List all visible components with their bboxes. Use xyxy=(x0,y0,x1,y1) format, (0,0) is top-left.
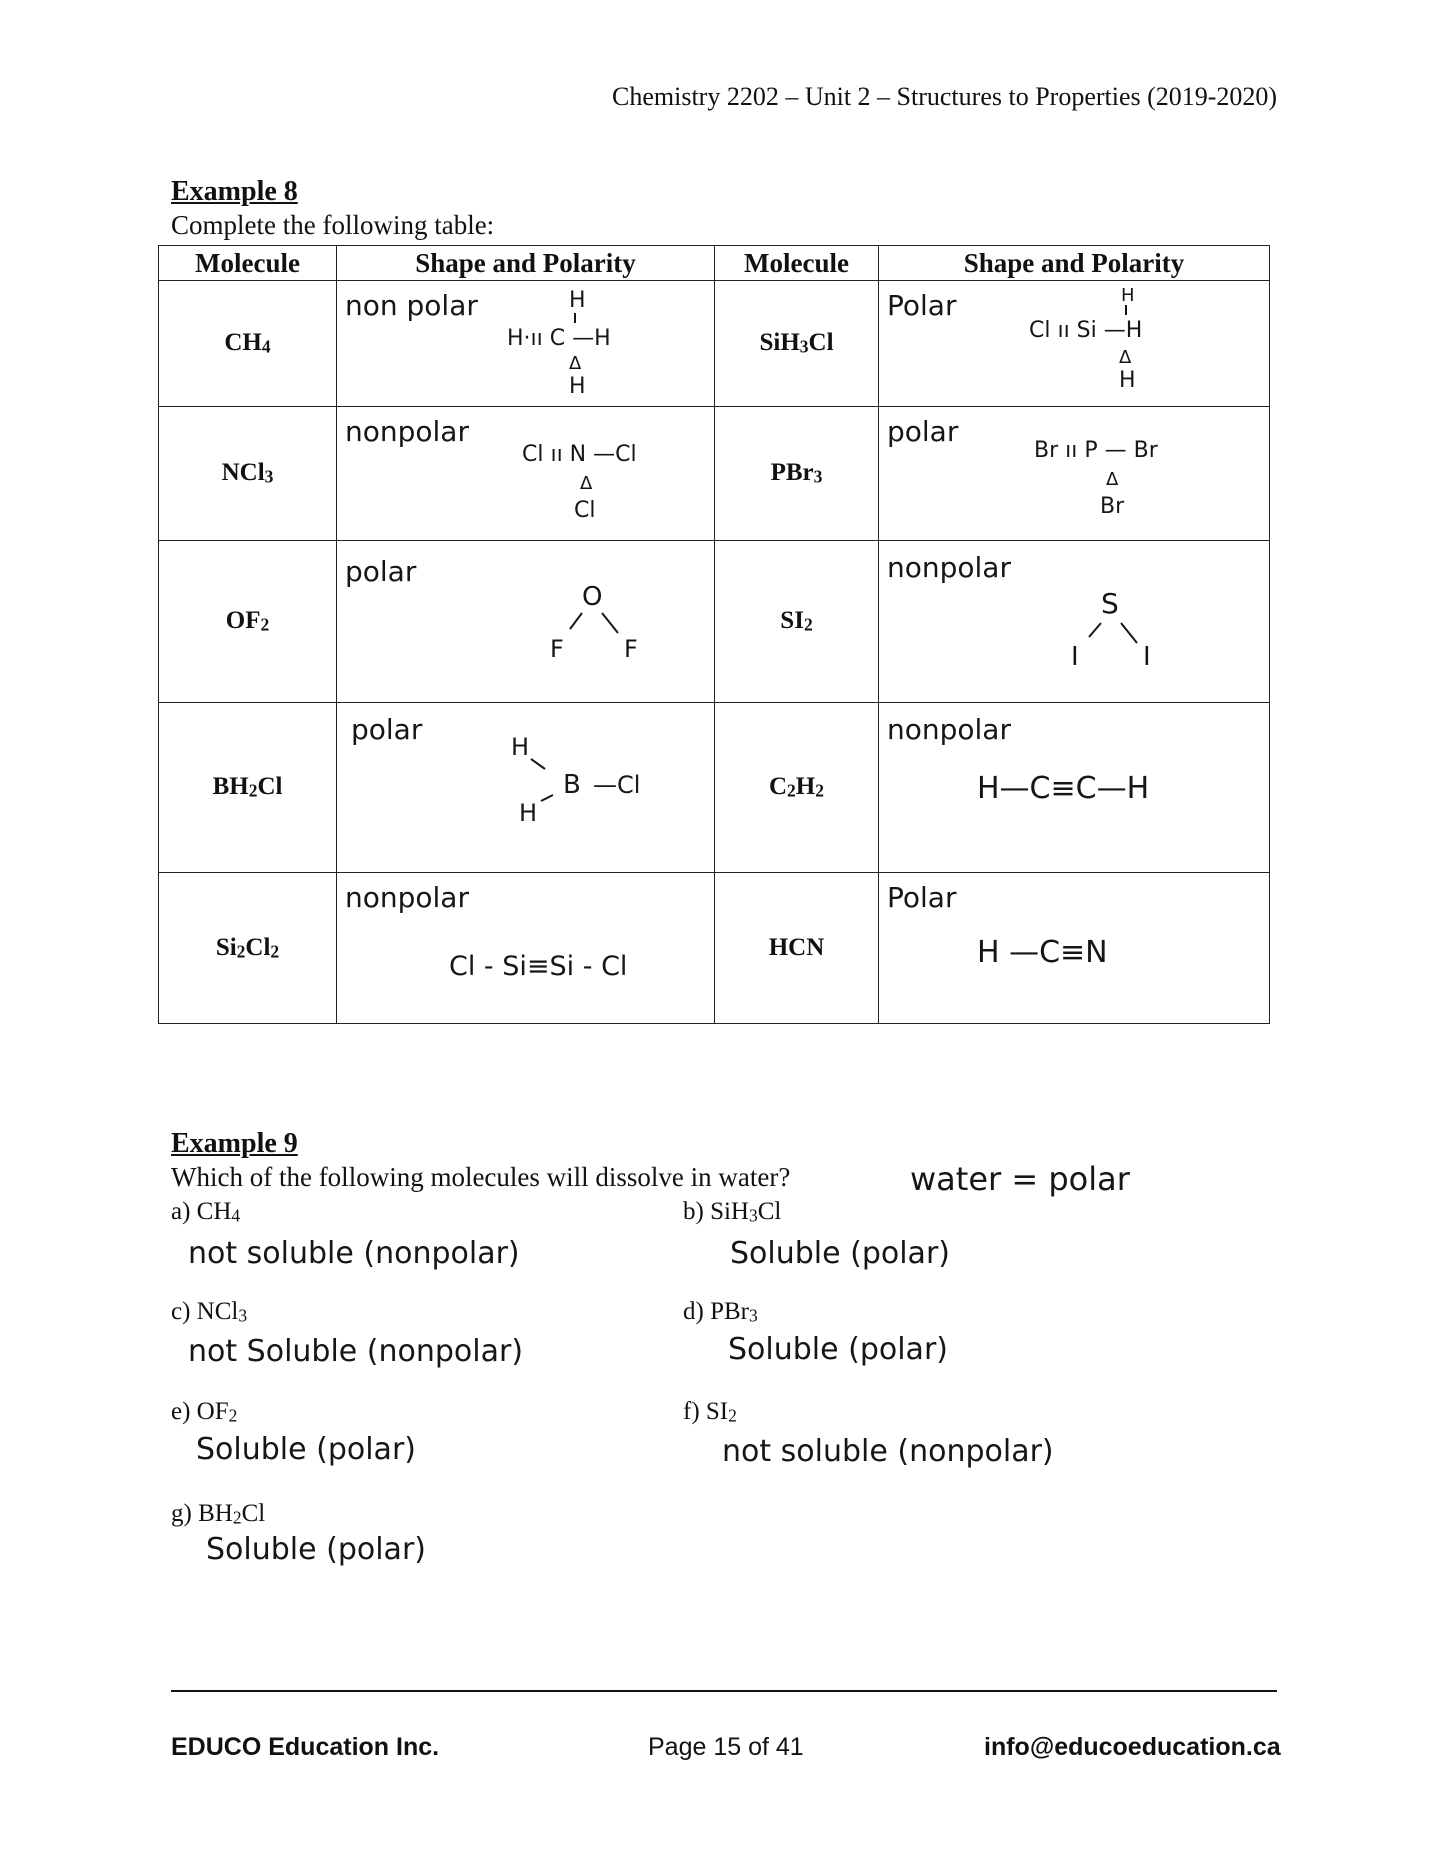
polarity-answer: polar xyxy=(345,555,417,588)
polarity-answer: nonpolar xyxy=(345,881,469,914)
ch4-structure xyxy=(507,285,677,408)
page-header: Chemistry 2202 – Unit 2 – Structures to Properties (2019-2020) xyxy=(612,82,1278,111)
svg-text:Cl ıı N —Cl: Cl ıı N —Cl xyxy=(522,442,637,467)
molecule-cell: $Si_2Cl_2$ xyxy=(159,873,337,1024)
molecule-table xyxy=(158,245,1270,1024)
shape-polarity-cell xyxy=(337,541,715,703)
question-item-answer: not soluble (nonpolar) xyxy=(188,1236,520,1271)
question-item-answer: Soluble (polar) xyxy=(730,1236,950,1271)
svg-text:Δ: Δ xyxy=(569,353,582,374)
example-9-question: Which of the following molecules will dissolve in water? xyxy=(171,1162,791,1192)
water-polar-note: water = polar xyxy=(910,1160,1130,1198)
polarity-answer: non polar xyxy=(345,289,478,322)
pbr3-structure xyxy=(1034,429,1234,544)
shape-polarity-cell xyxy=(337,407,715,541)
question-item-label: b) SiH$_3$Cl xyxy=(683,1198,782,1226)
shape-polarity-cell xyxy=(879,873,1270,1024)
question-item-label: d) PBr$_3$ xyxy=(683,1298,758,1326)
svg-text:Δ: Δ xyxy=(1106,469,1119,490)
footer-email: info@educoeducation.ca xyxy=(984,1733,1281,1761)
shape-polarity-cell xyxy=(879,703,1270,873)
svg-text:B: B xyxy=(563,770,581,800)
molecule-cell: SiH$_3$Cl xyxy=(715,281,879,407)
footer-page-number: Page 15 of 41 xyxy=(648,1733,804,1761)
svg-text:H: H xyxy=(569,374,586,399)
table-row xyxy=(159,703,1270,873)
table-row xyxy=(159,541,1270,703)
question-item-answer: Soluble (polar) xyxy=(206,1532,426,1567)
ncl3-structure xyxy=(522,429,692,544)
svg-text:F: F xyxy=(624,635,638,663)
column-header: Shape and Polarity xyxy=(337,246,715,281)
svg-text:H: H xyxy=(569,288,586,313)
example-9-title: Example 9 xyxy=(171,1128,298,1159)
molecule-cell: $C_2H_2$ xyxy=(715,703,879,873)
si2-structure xyxy=(1049,583,1189,698)
column-header: Molecule xyxy=(159,246,337,281)
polarity-answer: polar xyxy=(351,713,423,746)
shape-polarity-cell xyxy=(879,281,1270,407)
example-8-instruction: Complete the following table: xyxy=(171,210,495,240)
svg-text:Br: Br xyxy=(1100,494,1125,519)
polarity-answer: nonpolar xyxy=(887,713,1011,746)
column-header: Molecule xyxy=(715,246,879,281)
column-header: Shape and Polarity xyxy=(879,246,1270,281)
svg-text:I: I xyxy=(1143,642,1151,672)
table-row xyxy=(159,407,1270,541)
molecule-cell: NCl$_3$ xyxy=(159,407,337,541)
hcn-structure: H —C≡N xyxy=(977,935,1108,970)
molecule-cell: HCN xyxy=(715,873,879,1024)
question-item-answer: Soluble (polar) xyxy=(196,1432,416,1467)
table-header-row xyxy=(159,246,1270,281)
question-item-label: e) $OF_2$ xyxy=(171,1398,238,1426)
svg-text:H: H xyxy=(511,733,530,761)
of2-structure xyxy=(532,577,672,692)
svg-text:Cl: Cl xyxy=(574,498,596,523)
molecule-cell: $BH_2Cl$ xyxy=(159,703,337,873)
shape-polarity-cell xyxy=(337,281,715,407)
svg-text:S: S xyxy=(1101,587,1119,620)
question-item-label: g) $BH_2Cl$ xyxy=(171,1500,266,1528)
si2cl2-structure: Cl - Si≡Si - Cl xyxy=(449,951,628,982)
svg-text:—Cl: —Cl xyxy=(593,771,641,799)
shape-polarity-cell xyxy=(879,541,1270,703)
svg-text:Δ: Δ xyxy=(1119,347,1132,368)
table-row xyxy=(159,873,1270,1024)
svg-text:H: H xyxy=(1121,285,1135,306)
question-item-label: c) NCl$_3$ xyxy=(171,1298,248,1326)
svg-text:Δ: Δ xyxy=(580,473,593,494)
question-item-answer: not Soluble (nonpolar) xyxy=(188,1334,524,1369)
bh2cl-structure xyxy=(497,725,687,850)
footer-company: EDUCO Education Inc. xyxy=(171,1733,440,1761)
molecule-cell: PBr$_3$ xyxy=(715,407,879,541)
shape-polarity-cell xyxy=(337,873,715,1024)
polarity-answer: Polar xyxy=(887,881,957,914)
shape-polarity-cell xyxy=(879,407,1270,541)
c2h2-structure: H—C≡C—H xyxy=(977,771,1150,806)
svg-text:Br ıı P — Br: Br ıı P — Br xyxy=(1034,438,1158,463)
question-item-label: f) $SI_2$ xyxy=(683,1398,737,1426)
molecule-cell: $SI_2$ xyxy=(715,541,879,703)
svg-text:H: H xyxy=(519,799,538,827)
polarity-answer: nonpolar xyxy=(345,415,469,448)
sih3cl-structure xyxy=(1029,283,1229,408)
svg-text:H: H xyxy=(1119,368,1136,393)
question-item-answer: not soluble (nonpolar) xyxy=(722,1434,1054,1469)
svg-text:H·ıı C —H: H·ıı C —H xyxy=(507,326,611,351)
footer-divider xyxy=(171,1690,1277,1692)
molecule-cell: $OF_2$ xyxy=(159,541,337,703)
table-row xyxy=(159,281,1270,407)
question-item-label: a) $CH_4$ xyxy=(171,1198,241,1226)
svg-text:O: O xyxy=(582,582,603,612)
example-8-title: Example 8 xyxy=(171,176,298,207)
molecule-cell: $CH_4$ xyxy=(159,281,337,407)
svg-text:I: I xyxy=(1071,642,1079,672)
shape-polarity-cell xyxy=(337,703,715,873)
polarity-answer: polar xyxy=(887,415,959,448)
polarity-answer: nonpolar xyxy=(887,551,1011,584)
svg-text:F: F xyxy=(550,635,564,663)
question-item-answer: Soluble (polar) xyxy=(728,1332,948,1367)
svg-text:Cl ıı Si —H: Cl ıı Si —H xyxy=(1029,318,1143,343)
polarity-answer: Polar xyxy=(887,289,957,322)
